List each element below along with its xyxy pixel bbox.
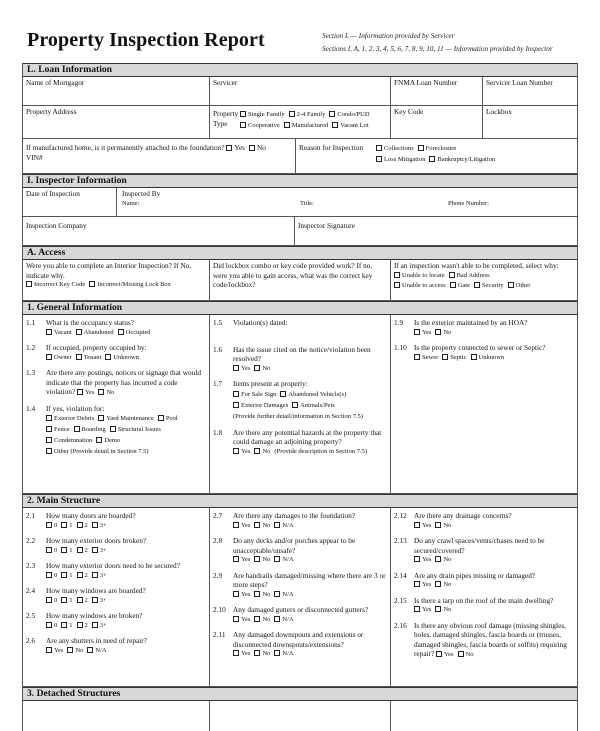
servicer-loan-field[interactable]: Servicer Loan Number [486, 78, 553, 87]
viol-condemnation[interactable]: Condemnation [46, 437, 92, 444]
q2-9-na[interactable]: N/A [274, 591, 293, 598]
section-inspector-header: I. Inspector Information [23, 174, 577, 188]
q2-1-1[interactable]: 1 [61, 522, 72, 529]
manufactured-yes[interactable]: Yes [226, 143, 245, 152]
question-2-11: 2.11 Any damaged downspouts and extensions or disconnected downspouts/extensions? [213, 630, 364, 649]
question-2-3: 2.3 How many exterior doors need to be secured? [26, 561, 180, 570]
question-1-5: 1.5 Violation(s) dated: [213, 318, 288, 327]
viol-yard[interactable]: Yard Maintenance [98, 415, 154, 422]
q2-1-0[interactable]: 0 [46, 522, 57, 529]
q2-1-2[interactable]: 2 [77, 522, 88, 529]
structure-col-2 [210, 508, 391, 686]
viol-other[interactable]: Other (Provide detail in Section 7.5) [46, 448, 149, 455]
q2-4-0[interactable]: 0 [46, 597, 57, 604]
q2-10-na[interactable]: N/A [274, 616, 293, 623]
structure-col-1 [23, 508, 210, 686]
question-2-8: 2.8 Do any decks and/or porches appear to be unacceptable/unsafe? [213, 536, 356, 555]
occ-vacant[interactable]: Vacant [46, 329, 72, 336]
q2-9-no[interactable]: No [254, 591, 270, 598]
section-detached-header: 3. Detached Structures [23, 687, 577, 701]
q2-11-no[interactable]: No [254, 650, 270, 657]
question-1-1: 1.1 What is the occupancy status? [26, 318, 134, 327]
q2-13-no[interactable]: No [435, 556, 451, 563]
q1-8-note: (Provide description in Section 7.5) [274, 447, 368, 455]
access-missing-lockbox[interactable]: Incorrect/Missing Lock Box [89, 281, 171, 288]
q2-5-1[interactable]: 1 [61, 622, 72, 629]
section-access-header: A. Access [23, 246, 577, 260]
detached-col-1 [23, 701, 210, 731]
item-abandoned-vehicle[interactable]: Abandoned Vehicle(s) [280, 391, 346, 398]
viol-demo[interactable]: Demo [96, 437, 120, 444]
viol-boarding[interactable]: Boarding [74, 426, 106, 433]
reason-label: Reason for Inspection [299, 143, 364, 152]
loan-row-1 [23, 77, 577, 106]
date-of-inspection-field[interactable]: Date of Inspection [23, 188, 117, 216]
q1-6-yes[interactable]: Yes [233, 365, 250, 372]
general-row [23, 315, 577, 494]
q2-5-3[interactable]: 3+ [92, 622, 107, 629]
question-1-10: 1.10 Is the property connected to sewer or Septic? [394, 343, 546, 352]
inspection-company-field[interactable]: Inspection Company [23, 217, 295, 245]
phone-label: Phone Number: [448, 199, 489, 207]
q1-9-yes[interactable]: Yes [414, 329, 431, 336]
q2-16-no[interactable]: No [458, 651, 474, 658]
q2-10-no[interactable]: No [254, 616, 270, 623]
type-cooperative[interactable]: Cooperative [240, 122, 280, 129]
q2-7-no[interactable]: No [254, 522, 270, 529]
question-1-2: 1.2 If occupied, property occupied by: [26, 343, 147, 352]
q1-3-yes[interactable]: Yes [77, 389, 94, 396]
type-single-family[interactable]: Single Family [240, 111, 285, 118]
lockbox-field[interactable]: Lockbox [486, 107, 512, 116]
q2-12-yes[interactable]: Yes [414, 522, 431, 529]
q2-13-yes[interactable]: Yes [414, 556, 431, 563]
title-label: Title: [300, 199, 314, 207]
property-type-field [210, 106, 391, 138]
occby-tenant[interactable]: Tenant [76, 354, 102, 361]
structure-col-3 [391, 508, 577, 686]
legend-servicer: Section L — Information provided by Servicer [322, 32, 455, 40]
section-legend [322, 30, 553, 56]
q1-3-no[interactable]: No [98, 389, 114, 396]
q2-4-3[interactable]: 3+ [92, 597, 107, 604]
q2-1-3[interactable]: 3+ [92, 522, 107, 529]
q2-9-yes[interactable]: Yes [233, 591, 250, 598]
q1-8-no[interactable]: No [254, 448, 270, 455]
access-reason-cell [391, 260, 577, 300]
manufactured-cell [23, 139, 296, 173]
item-for-sale[interactable]: For Sale Sign [233, 391, 276, 398]
sewer-sewer[interactable]: Sewer [414, 354, 438, 361]
q2-7-na[interactable]: N/A [274, 522, 293, 529]
property-type-label: Property Type [213, 109, 239, 128]
type-condo[interactable]: Condo/PUD [329, 111, 369, 118]
q2-2-2[interactable]: 2 [77, 547, 88, 554]
question-2-14: 2.14 Are any drain pipes missing or damaged? [394, 570, 536, 580]
loan-row-2 [23, 106, 577, 139]
occby-unknown[interactable]: Unknown [105, 354, 139, 361]
general-col-1 [23, 315, 210, 493]
q2-10-yes[interactable]: Yes [233, 616, 250, 623]
q2-2-1[interactable]: 1 [61, 547, 72, 554]
q2-14-yes[interactable]: Yes [414, 581, 431, 588]
q1-8-yes[interactable]: Yes [233, 448, 250, 455]
viol-structural[interactable]: Structural Issues [110, 426, 161, 433]
inspector-row-1 [23, 188, 577, 217]
access-interior-question: Were you able to complete an Interior Inspection? If No, indicate why. [26, 261, 192, 280]
occ-occupied[interactable]: Occupied [118, 329, 151, 336]
question-2-1: 2.1 How many doors are boarded? [26, 511, 136, 520]
vin-label: VIN# [26, 152, 43, 162]
reason-foreclosure[interactable]: Foreclosure [418, 145, 457, 152]
q2-4-2[interactable]: 2 [77, 597, 88, 604]
item-exterior-damages[interactable]: Exterior Damages [233, 402, 288, 409]
reason-bankruptcy[interactable]: Bankruptcy/Litigation [429, 156, 495, 163]
reason-cell [296, 139, 577, 173]
access-reason-question: If an inspection wasn't able to be completed, select why: [394, 261, 559, 270]
q2-3-1[interactable]: 1 [61, 572, 72, 579]
q2-15-no[interactable]: No [435, 606, 451, 613]
reason-loss-mitigation[interactable]: Loss Mitigation [376, 156, 425, 163]
question-2-6: 2.6 Are any shutters in need of repair? [26, 636, 147, 645]
structure-row [23, 508, 577, 687]
access-unable-access[interactable]: Unable to access [394, 282, 446, 289]
property-address-field[interactable]: Property Address [23, 106, 210, 138]
section-structure-header: 2. Main Structure [23, 494, 577, 508]
servicer-field[interactable]: Servicer [210, 77, 391, 105]
q2-8-no[interactable]: No [254, 556, 270, 563]
loan-row-3 [23, 139, 577, 174]
occ-abandoned[interactable]: Abandoned [76, 329, 114, 336]
question-2-7: 2.7 Are there any damages to the foundation? [213, 511, 355, 520]
inspector-signature-field[interactable]: Inspector Signature [298, 221, 355, 230]
sewer-septic[interactable]: Septic [442, 354, 466, 361]
access-gate[interactable]: Gate [450, 282, 470, 289]
q2-5-0[interactable]: 0 [46, 622, 57, 629]
manufactured-no[interactable]: No [249, 143, 266, 152]
general-col-3 [391, 315, 577, 493]
detached-col-2 [210, 701, 391, 731]
q2-4-1[interactable]: 1 [61, 597, 72, 604]
question-1-7: 1.7 Items present at property: [213, 379, 308, 388]
name-label: Name: [122, 199, 140, 207]
question-2-5: 2.5 How many windows are broken? [26, 611, 143, 620]
item-animals[interactable]: Animals/Pets [292, 402, 335, 409]
inspection-form [22, 63, 578, 731]
legend-inspector: Sections I, A, 1, 2, 3, 4, 5, 6, 7, 8, 9, 10, 11 — Information provided by Inspector [322, 45, 553, 53]
question-2-4: 2.4 How many windows are boarded? [26, 586, 146, 595]
q2-8-yes[interactable]: Yes [233, 556, 250, 563]
access-unable-locate[interactable]: Unable to locate [394, 272, 445, 279]
inspector-row-2 [23, 217, 577, 246]
inspected-by-field[interactable]: Inspected By Name: Title: Phone Number: [122, 189, 489, 207]
q2-11-yes[interactable]: Yes [233, 650, 250, 657]
detached-col-3 [391, 701, 577, 731]
question-1-8: 1.8 Are there any potential hazards at the property that could damage an adjoining property? [213, 427, 382, 446]
question-2-12: 2.12 Are there any drainage concerns? [394, 511, 512, 520]
section-general-header: 1. General Information [23, 301, 577, 315]
type-2-4-family[interactable]: 2-4 Family [289, 111, 326, 118]
question-2-15: 2.15 Is there a tarp on the roof of the main dwelling? [394, 595, 554, 605]
question-2-2: 2.2 How many exterior doors broken? [26, 536, 147, 545]
q2-14-no[interactable]: No [435, 581, 451, 588]
access-bad-address[interactable]: Bad Address [449, 272, 490, 279]
general-col-2 [210, 315, 391, 493]
section-loan-header: L. Loan Information [23, 63, 577, 77]
q2-11-na[interactable]: N/A [274, 650, 293, 657]
question-1-4: 1.4 If yes, violation for: [26, 403, 105, 413]
q2-6-no[interactable]: No [67, 647, 83, 654]
viol-pool[interactable]: Pool [158, 415, 178, 422]
q2-3-2[interactable]: 2 [77, 572, 88, 579]
occby-owner[interactable]: Owner [46, 354, 72, 361]
q2-7-yes[interactable]: Yes [233, 522, 250, 529]
type-vacant-lot[interactable]: Vacant Lot [332, 122, 368, 129]
question-2-16: 2.16 Is there any obvious roof damage (missing shingles, holes, damaged shingles, fascia boards or (trusses, damaged shingles, fascia boards or soffits) requiring repair? Yes No [394, 620, 567, 658]
question-1-6: 1.6 Has the issue cited on the notice/violation been resolved? [213, 344, 371, 363]
q2-15-yes[interactable]: Yes [414, 606, 431, 613]
manufactured-question: If manufactured home, is it permanently attached to the foundation? [26, 143, 225, 152]
q2-16-yes[interactable]: Yes [436, 651, 453, 658]
type-manufactured[interactable]: Manufactured [284, 122, 328, 129]
viol-fence[interactable]: Fence [46, 426, 70, 433]
detached-row [23, 701, 577, 731]
key-code-field[interactable]: Key Code [391, 106, 483, 138]
fnma-loan-field[interactable]: FNMA Loan Number [391, 77, 483, 105]
q2-12-no[interactable]: No [435, 522, 451, 529]
q2-6-na[interactable]: N/A [87, 647, 106, 654]
question-2-9: 2.9 Are handrails damaged/missing where there are 3 or more steps? [213, 570, 386, 589]
sewer-unknown[interactable]: Unknown [471, 354, 505, 361]
q2-3-3[interactable]: 3+ [92, 572, 107, 579]
q1-9-no[interactable]: No [435, 329, 451, 336]
question-1-9: 1.9 Is the exterior maintained by an HOA? [394, 318, 528, 327]
access-lockbox-cell [210, 260, 391, 300]
access-security[interactable]: Security [474, 282, 504, 289]
page-title: Property Inspection Report [27, 29, 265, 51]
access-row [23, 260, 577, 301]
q2-3-0[interactable]: 0 [46, 572, 57, 579]
q2-2-3[interactable]: 3+ [92, 547, 107, 554]
q2-8-na[interactable]: N/A [274, 556, 293, 563]
viol-debris[interactable]: Exterior Debris [46, 415, 94, 422]
question-1-3: 1.3 Are there any postings, notices or signage that would indicate that the property has incurred a code violation? Yes No [26, 368, 202, 396]
q2-2-0[interactable]: 0 [46, 547, 57, 554]
access-interior-cell [23, 260, 210, 300]
question-2-10: 2.10 Any damaged gutters or disconnected gutters? [213, 605, 369, 614]
question-2-13: 2.13 Do any crawl spaces/vents/chases need to be secured/covered? [394, 536, 545, 555]
q2-5-2[interactable]: 2 [77, 622, 88, 629]
mortgagor-field[interactable]: Name of Mortgagor [23, 77, 210, 105]
q2-6-yes[interactable]: Yes [46, 647, 63, 654]
access-other[interactable]: Other [508, 282, 531, 289]
access-lockbox-question: Did lockbox combo or key code provided work? If no, were you able to gain access, what was the correct key code/lockbox? [213, 261, 373, 289]
access-incorrect-key[interactable]: Incorrect Key Code [26, 281, 85, 288]
q1-6-no[interactable]: No [254, 365, 270, 372]
reason-collections[interactable]: Collections [376, 145, 414, 152]
items-note: (Provide further detail/information in Section 7.5) [233, 412, 363, 420]
